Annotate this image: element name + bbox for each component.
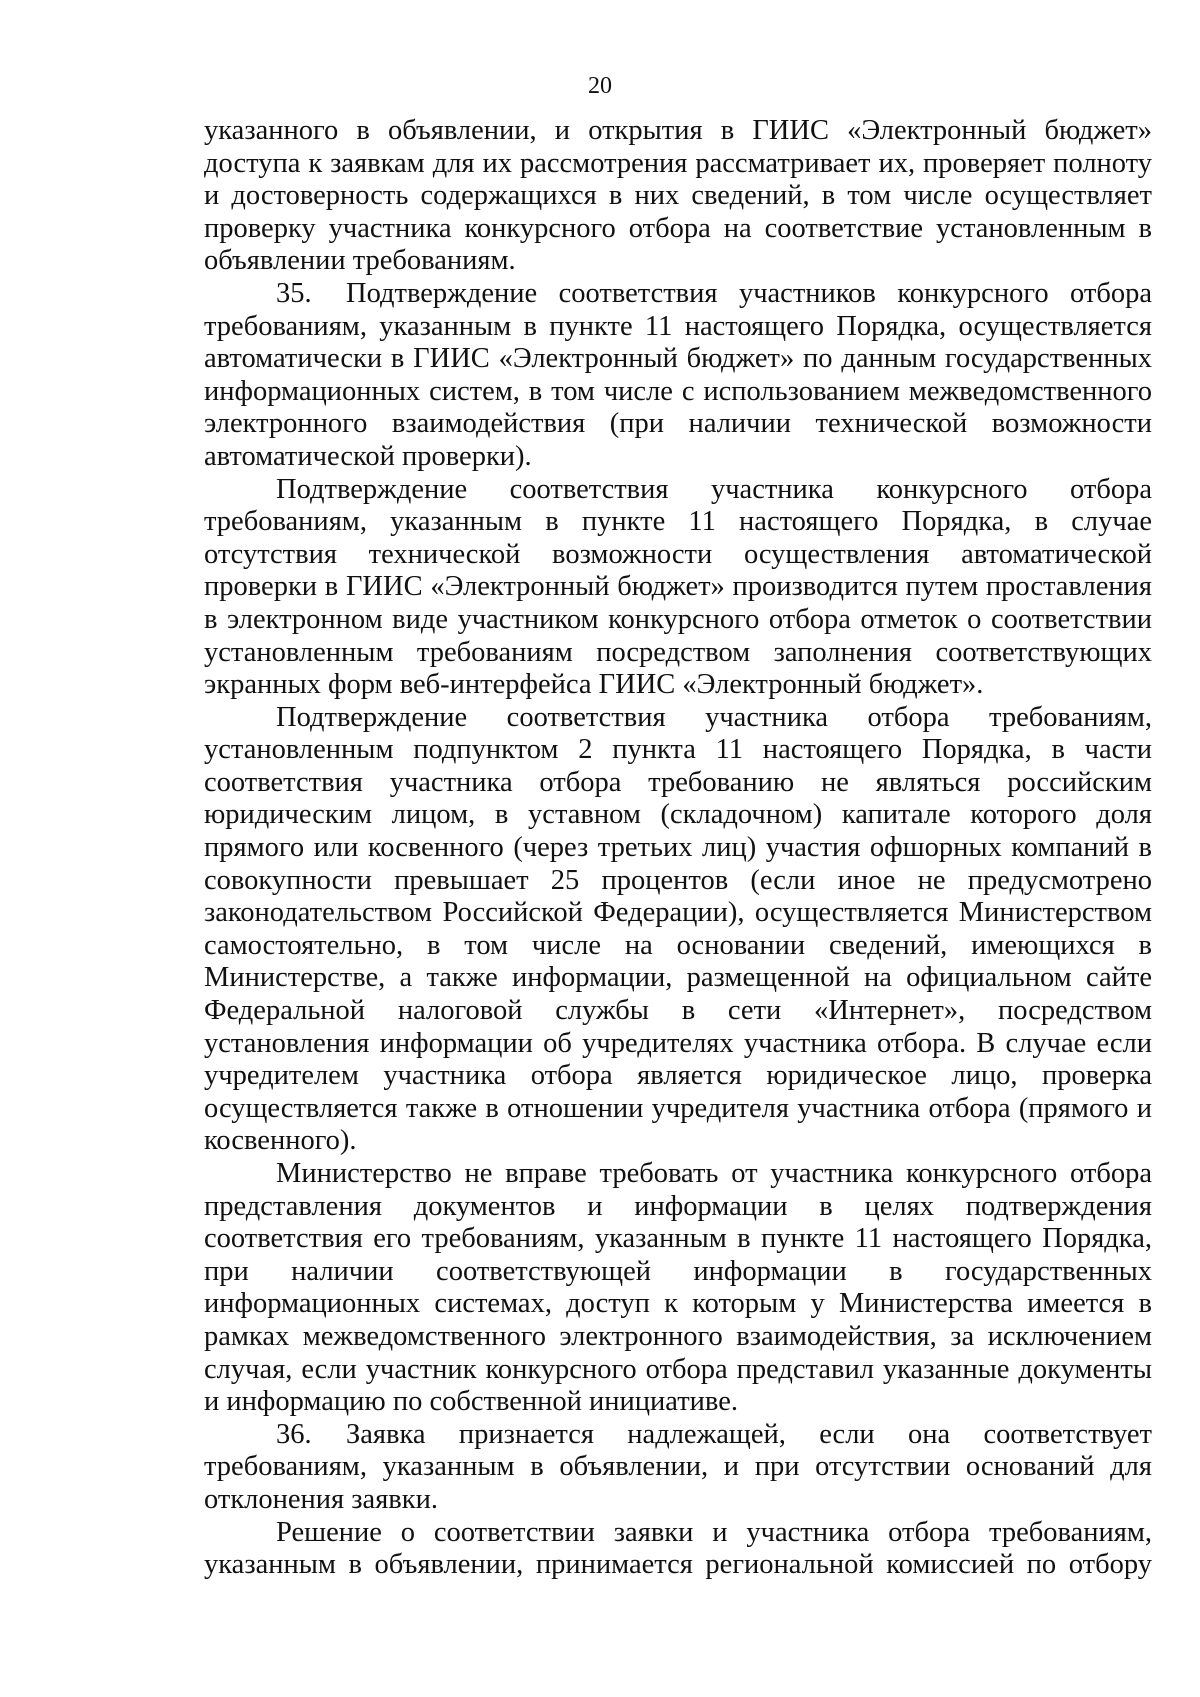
item-number: 35.: [276, 277, 312, 309]
paragraph-ministry-restriction: Министерство не вправе требовать от участника конкурсного отбора представления документов и информации в целях подтверждения соответствия его требованиям, указанным в пункте 11 настоящего Порядка, при наличии соответствующей информации в государственных информационных системах, доступ к которым у Министерства имеется в рамках межведомственного электронного взаимодействия, за исключением случая, если участник конкурсного отбора представил указанные документы и информацию по собственной инициативе.: [204, 1158, 1152, 1418]
paragraph-manual-confirmation: Подтверждение соответствия участника конкурсного отбора требованиям, указанным в пункте 11 настоящего Порядка, в случае отсутствия технической возможности осуществления автоматической проверки в ГИИС «Электронный бюджет» производится путем проставления в электронном виде участником конкурсного отбора отметок о соответствии установленным требованиям посредством заполнения соответствующих экранных форм веб-интерфейса ГИИС «Электронный бюджет».: [204, 473, 1152, 701]
item-number: 36.: [276, 1418, 312, 1450]
paragraph-item-35: [204, 278, 1152, 474]
paragraph-item-36: [204, 1419, 1152, 1517]
page-number: 20: [588, 73, 612, 99]
paragraph-text: Заявка признается надлежащей, если она соответствует требованиям, указанным в объявлении, и при отсутствии оснований для отклонения заявки.: [204, 1418, 1152, 1515]
paragraph-text: Подтверждение соответствия участников конкурсного отбора требованиям, указанным в пункте 11 настоящего Порядка, осуществляется автоматически в ГИИС «Электронный бюджет» по данным государственных информационных систем, в том числе с использованием межведомственного электронного взаимодействия (при наличии технической возможности автоматической проверки).: [204, 277, 1152, 472]
paragraph-continuation: указанного в объявлении, и открытия в ГИИС «Электронный бюджет» доступа к заявкам для их рассмотрения рассматривает их, проверяет полноту и достоверность содержащихся в них сведений, в том числе осуществляет проверку участника конкурсного отбора на соответствие установленным в объявлении требованиям.: [204, 115, 1152, 277]
document-body: [204, 115, 1152, 1582]
paragraph-offshore-check: Подтверждение соответствия участника отбора требованиям, установленным подпунктом 2 пункта 11 настоящего Порядка, в части соответствия участника отбора требованию не являться российским юридическим лицом, в уставном (складочном) капитале которого доля прямого или косвенного (через третьих лиц) участия офшорных компаний в совокупности превышает 25 процентов (если иное не предусмотрено законодательством Российской Федерации), осуществляется Министерством самостоятельно, в том числе на основании сведений, имеющихся в Министерстве, а также информации, размещенной на официальном сайте Федеральной налоговой службы в сети «Интернет», посредством установления информации об учредителях участника отбора. В случае если учредителем участника отбора является юридическое лицо, проверка осуществляется также в отношении учредителя участника отбора (прямого и косвенного).: [204, 701, 1152, 1157]
paragraph-decision: Решение о соответствии заявки и участника отбора требованиям, указанным в объявлении, принимается региональной комиссией по отбору: [204, 1516, 1152, 1581]
